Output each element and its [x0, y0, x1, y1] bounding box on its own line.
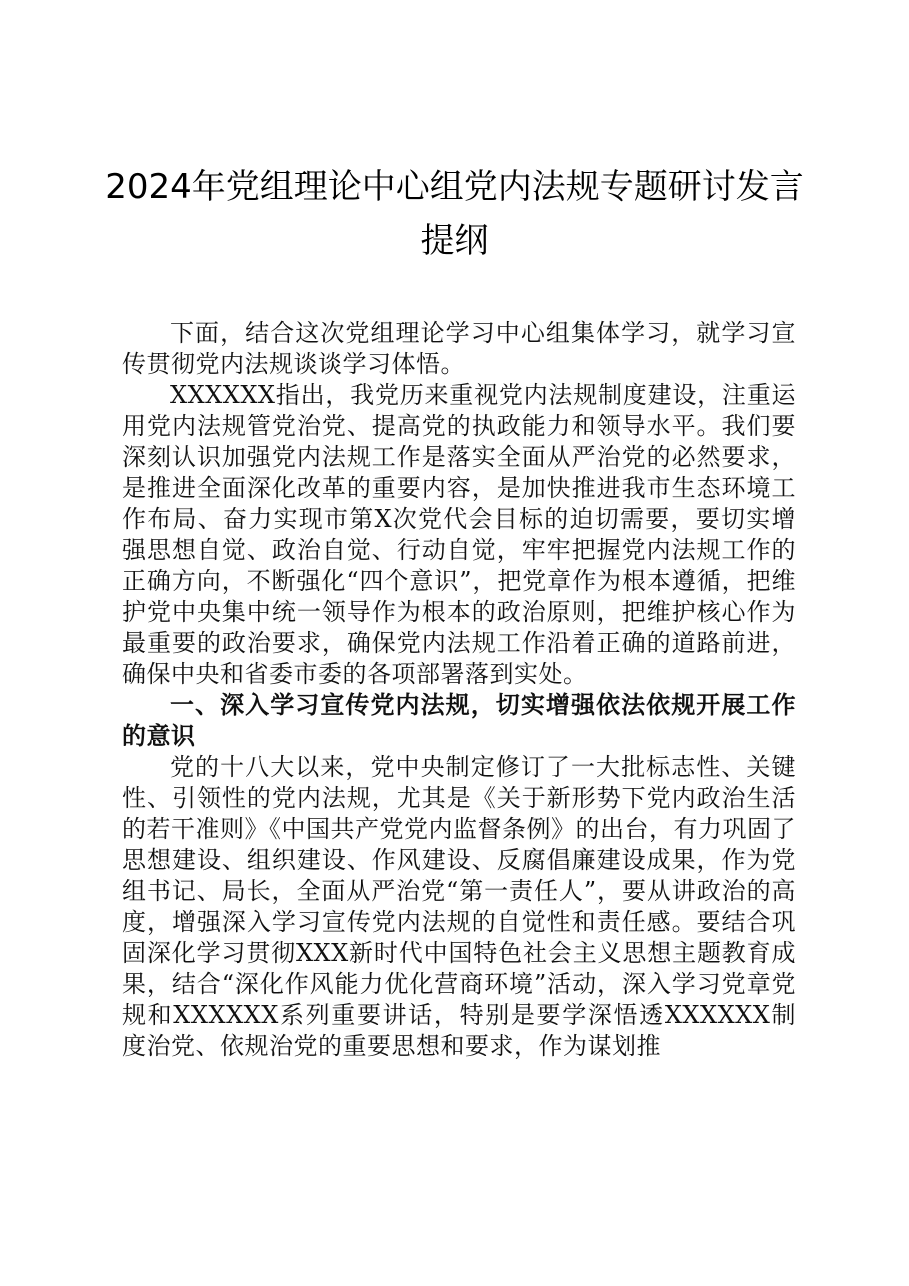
paragraph-intro: 下面，结合这次党组理论学习中心组集体学习，就学习宣传贯彻党内法规谈谈学习体悟。: [122, 319, 796, 378]
paragraph-section-one: 党的十八大以来，党中央制定修订了一大批标志性、关键性、引领性的党内法规，尤其是《关于新形势下党内政治生活的若干准则》《中国共产党党内监督条例》的出台，有力巩固了思想建设、组织建设、作风建设、反腐倡廉建设成果，作为党组书记、局长，全面从严治党“第一责任人”，要从讲政治的高度，增强深入学习宣传党内法规的自觉性和责任感。要结合巩固深化学习贯彻XXX新时代中国特色社会主义思想主题教育成果，结合“深化作风能力优化营商环境”活动，深入学习党章党规和XXXXXX系列重要讲话，特别是要学深悟透XXXXXX制度治党、依规治党的重要思想和要求，作为谋划推: [122, 753, 796, 1060]
paragraph-importance: XXXXXX指出，我党历来重视党内法规制度建设，注重运用党内法规管党治党、提高党的执政能力和领导水平。我们要深刻认识加强党内法规工作是落实全面从严治党的必然要求，是推进全面深化改革的重要内容，是加快推进我市生态环境工作布局、奋力实现市第X次党代会目标的迫切需要，要切实增强思想自觉、政治自觉、行动自觉，牢牢把握党内法规工作的正确方向，不断强化“四个意识”，把党章作为根本遵循，把维护党中央集中统一领导作为根本的政治原则，把维护核心作为最重要的政治要求，确保党内法规工作沿着正确的道路前进，确保中央和省委市委的各项部署落到实处。: [122, 381, 796, 688]
document-title: 2024年党组理论中心组党内法规专题研讨发言提纲: [105, 167, 804, 261]
section-heading-one: 一、深入学习宣传党内法规，切实增强依法依规开展工作的意识: [122, 691, 796, 750]
document-body: [122, 318, 796, 1062]
